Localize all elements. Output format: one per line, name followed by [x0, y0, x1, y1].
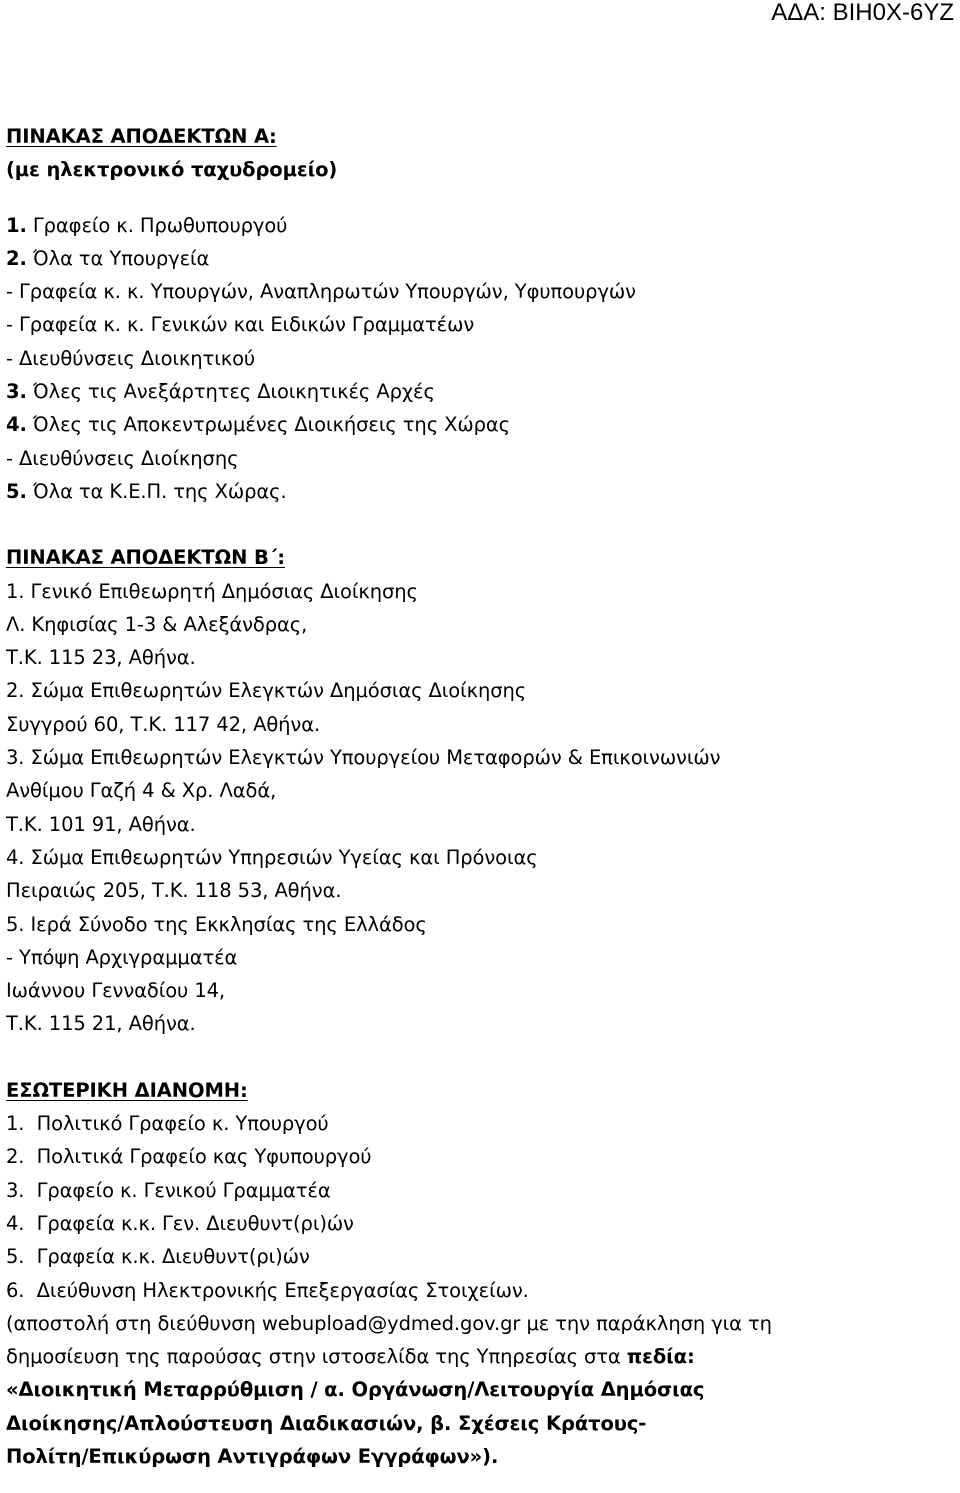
list-item: 5. Ιερά Σύνοδο της Εκκλησίας της Ελλάδος — [6, 912, 427, 936]
item-text: - Γραφεία κ. κ. Υπουργών, Αναπληρωτών Υπουργών, Υφυπουργών — [6, 280, 636, 304]
item-number: 4. — [6, 413, 27, 437]
section-c-title: ΕΣΩΤΕΡΙΚΗ ΔΙΑΝΟΜΗ: — [6, 1078, 248, 1102]
item-text: Όλα τα Υπουργεία — [26, 246, 210, 270]
list-item: Τ.Κ. 115 21, Αθήνα. — [6, 1012, 196, 1036]
note-line: «Διοικητική Μεταρρύθμιση / α. Οργάνωση/Λειτουργία Δημόσιας — [6, 1378, 705, 1402]
list-item: Λ. Κηφισίας 1-3 & Αλεξάνδρας, — [6, 612, 308, 636]
note-bold-text: πεδία: — [626, 1345, 695, 1369]
section-c-list — [6, 1107, 954, 1307]
list-item: Τ.Κ. 101 91, Αθήνα. — [6, 812, 196, 836]
list-item: Πειραιώς 205, Τ.Κ. 118 53, Αθήνα. — [6, 879, 342, 903]
item-text: - Διευθύνσεις Διοίκησης — [6, 446, 239, 470]
ada-code: ΑΔΑ: ΒΙΗ0Χ-6ΥΖ — [771, 0, 954, 26]
list-item: 1. Πολιτικό Γραφείο κ. Υπουργού — [6, 1112, 329, 1136]
spacer — [6, 1041, 954, 1074]
list-item: Τ.Κ. 115 23, Αθήνα. — [6, 646, 196, 670]
list-item: 4. Γραφεία κ.κ. Γεν. Διευθυντ(ρι)ών — [6, 1211, 354, 1235]
item-number: 3. — [6, 380, 27, 404]
spacer — [6, 187, 954, 209]
section-b-list — [6, 575, 954, 1041]
section-a-title: ΠΙΝΑΚΑΣ ΑΠΟΔΕΚΤΩΝ Α: — [6, 125, 277, 148]
list-item: 3. Σώμα Επιθεωρητών Ελεγκτών Υπουργείου Μεταφορών & Επικοινωνιών — [6, 746, 721, 770]
note-line — [6, 1340, 954, 1373]
note-line: (αποστολή στη διεύθυνση webupload@ydmed.gov.gr με την παράκληση για τη — [6, 1311, 772, 1335]
list-item: 5. Γραφεία κ.κ. Διευθυντ(ρι)ών — [6, 1245, 310, 1269]
note-text: δημοσίευση της παρούσας στην ιστοσελίδα της Υπηρεσίας στα — [6, 1345, 627, 1369]
list-item — [6, 275, 954, 308]
list-item — [6, 242, 954, 275]
item-text: - Διευθύνσεις Διοικητικού — [6, 346, 256, 370]
item-text: Όλες τις Αποκεντρωμένες Διοικήσεις της Χώρας — [26, 413, 511, 437]
item-text: Όλα τα Κ.Ε.Π. της Χώρας. — [26, 479, 287, 503]
list-item: 2. Πολιτικά Γραφείο κας Υφυπουργού — [6, 1145, 372, 1169]
item-text: - Γραφεία κ. κ. Γενικών και Ειδικών Γραμματέων — [6, 313, 475, 337]
list-item: 2. Σώμα Επιθεωρητών Ελεγκτών Δημόσιας Διοίκησης — [6, 679, 527, 703]
list-item — [6, 375, 954, 408]
item-number: 1. — [6, 213, 27, 237]
list-item: 4. Σώμα Επιθεωρητών Υπηρεσιών Υγείας και Πρόνοιας — [6, 845, 538, 869]
item-number: 5. — [6, 479, 27, 503]
document-body — [6, 120, 954, 1473]
section-b-title: ΠΙΝΑΚΑΣ ΑΠΟΔΕΚΤΩΝ Β΄: — [6, 546, 285, 570]
list-item — [6, 308, 954, 341]
list-item — [6, 475, 954, 508]
note-line: Πολίτη/Επικύρωση Αντιγράφων Εγγράφων»). — [6, 1444, 499, 1468]
list-item — [6, 408, 954, 441]
list-item: Ανθίμου Γαζή 4 & Χρ. Λαδά, — [6, 779, 277, 803]
list-item: 3. Γραφείο κ. Γενικού Γραμματέα — [6, 1178, 331, 1202]
item-text: Γραφείο κ. Πρωθυπουργού — [26, 213, 288, 237]
list-item: - Υπόψη Αρχιγραμματέα — [6, 945, 238, 969]
spacer — [6, 508, 954, 541]
item-text: Όλες τις Ανεξάρτητες Διοικητικές Αρχές — [26, 380, 435, 404]
section-a-list — [6, 209, 954, 509]
item-number: 2. — [6, 246, 27, 270]
list-item — [6, 442, 954, 475]
list-item: Συγγρού 60, Τ.Κ. 117 42, Αθήνα. — [6, 712, 321, 736]
list-item — [6, 209, 954, 242]
list-item — [6, 342, 954, 375]
list-item: Ιωάννου Γενναδίου 14, — [6, 979, 226, 1003]
list-item: 6. Διεύθυνση Ηλεκτρονικής Επεξεργασίας Στοιχείων. — [6, 1278, 529, 1302]
section-a-subtitle: (με ηλεκτρονικό ταχυδρομείο) — [6, 158, 338, 182]
note-line: Διοίκησης/Απλούστευση Διαδικασιών, β. Σχέσεις Κράτους- — [6, 1411, 647, 1435]
list-item: 1. Γενικό Επιθεωρητή Δημόσιας Διοίκησης — [6, 579, 418, 603]
